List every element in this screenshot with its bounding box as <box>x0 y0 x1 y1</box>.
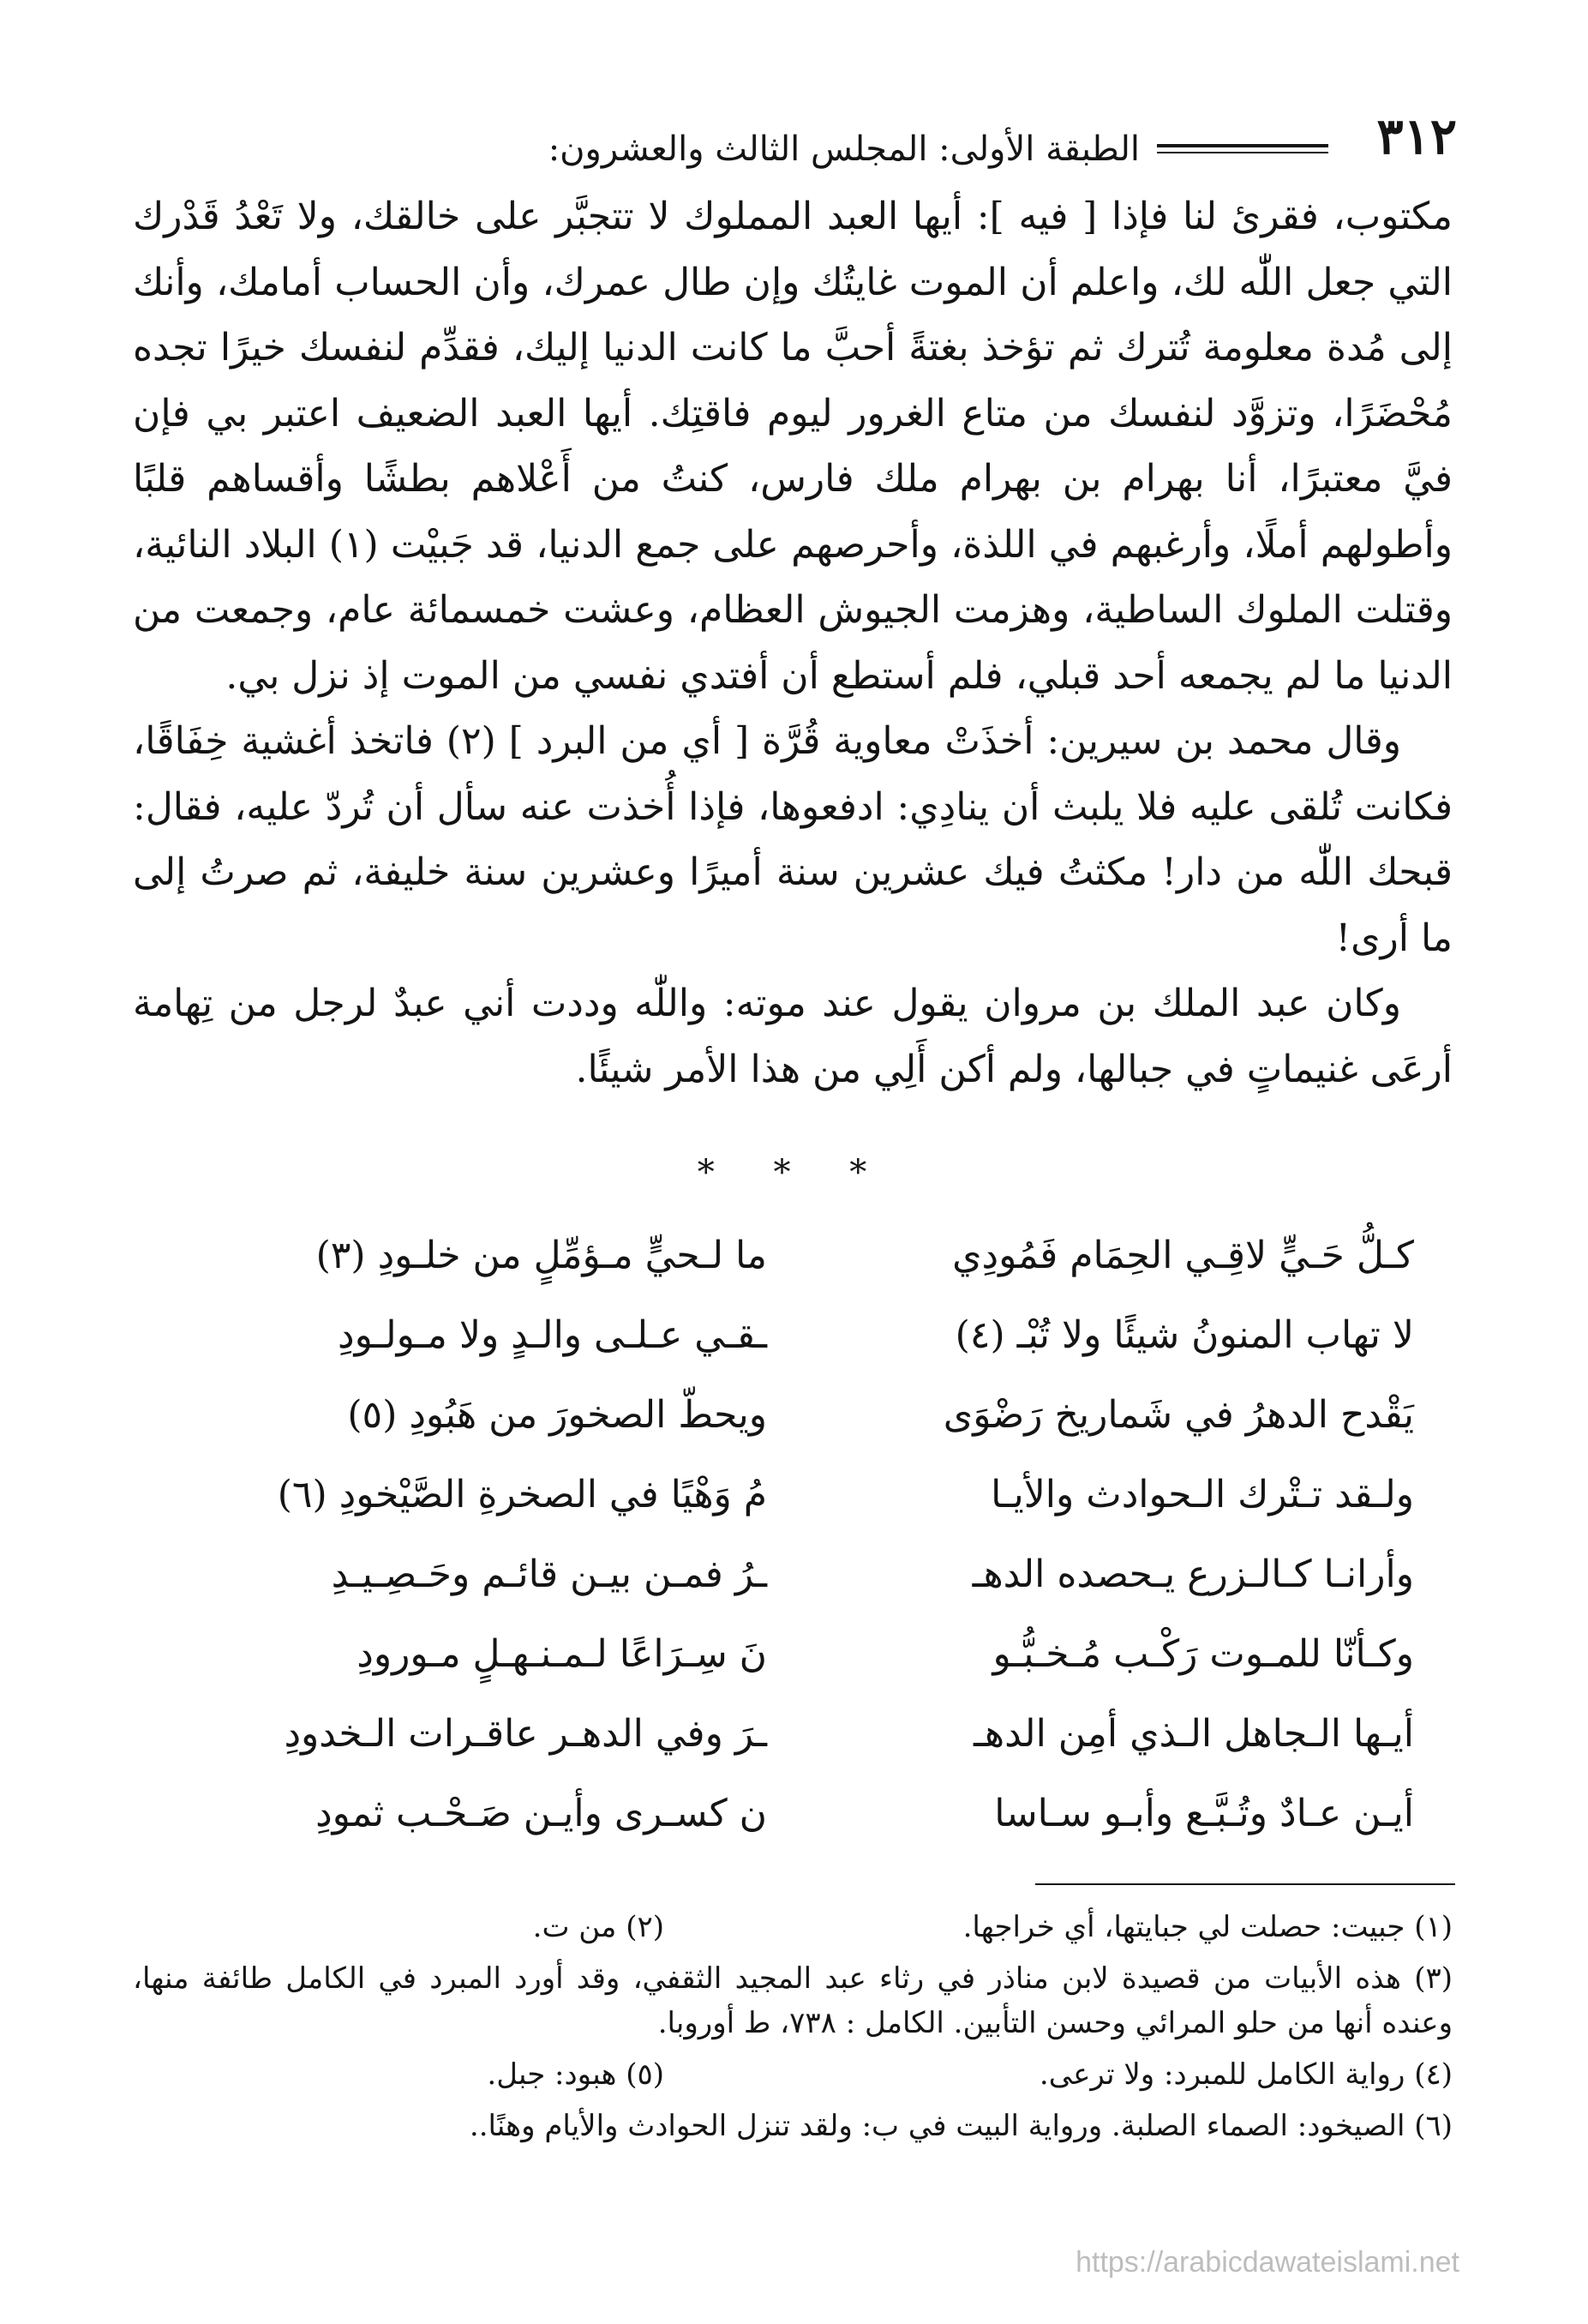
verse-first-hemistich: يَقْدح الدهرُ في شَماريخ رَضْوَى <box>943 1393 1414 1437</box>
verse-first-hemistich: أيـها الـجاهل الـذي أمِن الدهـ <box>973 1712 1414 1756</box>
page-number: ٣١٢ <box>1376 107 1457 165</box>
section-separator: * * * <box>697 1153 891 1192</box>
page-header <box>137 107 1457 180</box>
poem-verse <box>180 1375 1414 1455</box>
poem-verse <box>180 1614 1414 1694</box>
paragraph: وكان عبد الملك بن مروان يقول عند موته: واللّٰه وددت أني عبدٌ لرجل من تِهامة أرعَى غنيماتٍ في جبالها، ولم أكن أَلِي من هذا الأمر شيئًا. <box>133 982 1453 1091</box>
poem-verse <box>180 1534 1414 1614</box>
footnote-6: (٦) الصيخود: الصماء الصلبة. ورواية البيت في ب: ولقد تنزل الحوادث والأيام وهنًا.. <box>469 2109 1453 2143</box>
main-text <box>133 184 1453 1102</box>
footnote-row <box>133 2052 1453 2097</box>
verse-second-hemistich: ن كسـرى وأيـن صَـحْـب ثمودِ <box>315 1792 767 1835</box>
footnote-3: (٣) هذه الأبيات من قصيدة لابن مناذر في رثاء عبد المجيد الثقفي، وقد أورد المبرد في الكامل طائفة منها، وعنده أنها من حلو المرائي وحسن التأبين. الكامل : ٧٣٨، ط أوروبا. <box>133 1961 1453 2040</box>
verse-first-hemistich: وأرانـا كـالـزرع يـحصده الدهـ <box>972 1552 1414 1596</box>
footnote-1: (١) جبيت: حصلت لي جبايتها، أي خراجها. <box>962 1910 1453 1944</box>
running-title: الطبقة الأولى: المجلس الثالث والعشرون: <box>548 129 1140 169</box>
poem-verse <box>180 1216 1414 1295</box>
verse-second-hemistich: ـرُ فمـن بيـن قائـم وحَـصِـيـدِ <box>331 1552 767 1596</box>
footnote-rule <box>1035 1883 1455 1885</box>
verse-second-hemistich: ويحطّ الصخورَ من هَبُودِ (٥) <box>347 1393 767 1437</box>
poem <box>180 1216 1414 1853</box>
paragraph: وقال محمد بن سيرين: أخذَتْ معاوية قُرَّة [ أي من البرد ] (٢) فاتخذ أغشية خِفَاقًا، فكانت تُلقى عليه فلا يلبث أن ينادِي: ادفعوها، فإذا أُخذت عنه سأل أن تُردّ عليه، فقال: قبحك اللّٰه من دار! مكثتُ فيك عشرين سنة أميرًا وعشرين سنة خليفة، ثم صرتُ إلى ما أرى! <box>133 719 1453 960</box>
verse-second-hemistich: ـرَ وفي الدهـر عاقـرات الـخدودِ <box>284 1712 767 1756</box>
footnote-5: (٥) هبود: جبل. <box>487 2057 664 2092</box>
footnotes <box>133 1905 1453 2155</box>
verse-first-hemistich: كـلُّ حَـيٍّ لاقِـي الحِمَام فَمُودِي <box>952 1234 1414 1277</box>
footnote-row <box>133 1905 1453 1949</box>
verse-first-hemistich: لا تهاب المنونُ شيئًا ولا تُبْـ (٤) <box>955 1313 1414 1357</box>
paragraph: مكتوب، فقرئ لنا فإذا [ فيه ]: أيها العبد المملوك لا تتجبَّر على خالقك، ولا تَعْدُ قَدْرك التي جعل اللّٰه لك، واعلم أن الموت غايتُك وإن طال عمرك، وأن الحساب أمامك، وأنك إلى مُدة معلومة تُترك ثم تؤخذ بغتةً أحبَّ ما كانت الدنيا إليك، فقدِّم لنفسك خيرًا تجده مُحْضَرًا، وتزوَّد لنفسك من متاع الغرور ليوم فاقتِك. أيها العبد الضعيف اعتبر بي فإن فيَّ معتبرًا، أنا بهرام بن بهرام ملك فارس، كنتُ من أَعْلاهم بطشًا وأقساهم قلبًا وأطولهم أملًا، وأرغبهم في اللذة، وأحرصهم على جمع الدنيا، قد جَبيْت (١) البلاد النائية، وقتلت الملوك الساطية، وهزمت الجيوش العظام، وعشت خمسمائة عام، وجمعت من الدنيا ما لم يجمعه أحد قبلي، فلم أستطع أن أفتدي نفسي من الموت إذ نزل بي. <box>133 195 1453 698</box>
footnote-2: (٢) من ت. <box>532 1910 664 1944</box>
verse-second-hemistich: مُ وَهْيًا في الصخرةِ الصَّيْخودِ (٦) <box>277 1473 767 1516</box>
footnote-4: (٤) رواية الكامل للمبرد: ولا ترعى. <box>1039 2057 1453 2092</box>
poem-verse <box>180 1774 1414 1853</box>
verse-second-hemistich: ما لـحيٍّ مـؤمِّلٍ من خلـودِ (٣) <box>315 1234 767 1277</box>
verse-first-hemistich: ولـقد تـتْرك الـحوادث والأيـا <box>991 1473 1414 1516</box>
watermark-url: https://arabicdawateislami.net <box>1076 2246 1459 2279</box>
verse-second-hemistich: ـقـي عـلـى والـدٍ ولا مـولـودِ <box>338 1313 767 1357</box>
header-rule <box>1157 144 1328 153</box>
poem-verse <box>180 1694 1414 1774</box>
verse-second-hemistich: نَ سِـرَاعًا لـمـنـهـلٍ مـورودِ <box>357 1632 767 1676</box>
poem-verse <box>180 1455 1414 1534</box>
verse-first-hemistich: أيـن عـادٌ وتُـبَّـع وأبـو سـاسا <box>994 1792 1414 1835</box>
verse-first-hemistich: وكـأنّا للمـوت رَكْـب مُـخـبُّـو <box>992 1632 1414 1676</box>
poem-verse <box>180 1295 1414 1375</box>
